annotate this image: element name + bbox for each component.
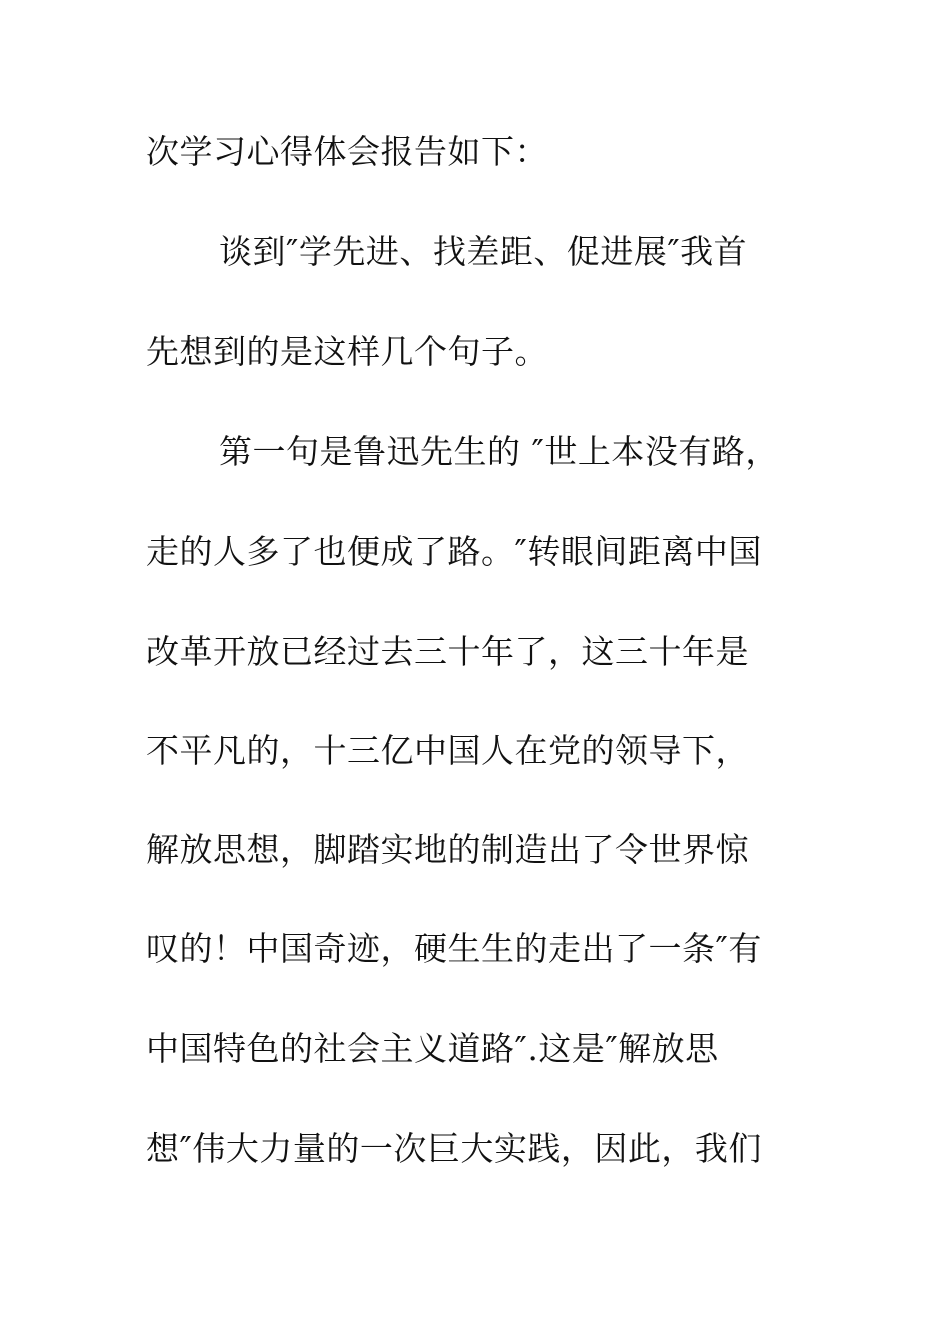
text-line: 中国特色的社会主义道路″.这是″解放思: [146, 1029, 719, 1068]
text-line: 次学习心得体会报告如下：: [146, 132, 548, 171]
text-line: 不平凡的，十三亿中国人在党的领导下，: [146, 731, 749, 770]
text-line: 改革开放已经过去三十年了，这三十年是: [146, 632, 749, 671]
paragraph-start-line: 谈到″学先进、找差距、促进展″我首: [219, 232, 748, 271]
text-line: 想″伟大力量的一次巨大实践，因此，我们: [146, 1129, 762, 1168]
paragraph-start-line: 第一句是鲁迅先生的 ″世上本没有路，: [219, 432, 779, 471]
text-line: 走的人多了也便成了路。″转眼间距离中国: [146, 532, 762, 571]
text-line: 先想到的是这样几个句子。: [146, 332, 548, 371]
text-line: 叹的！中国奇迹，硬生生的走出了一条″有: [146, 929, 762, 968]
text-line: 解放思想，脚踏实地的制造出了令世界惊: [146, 830, 749, 869]
